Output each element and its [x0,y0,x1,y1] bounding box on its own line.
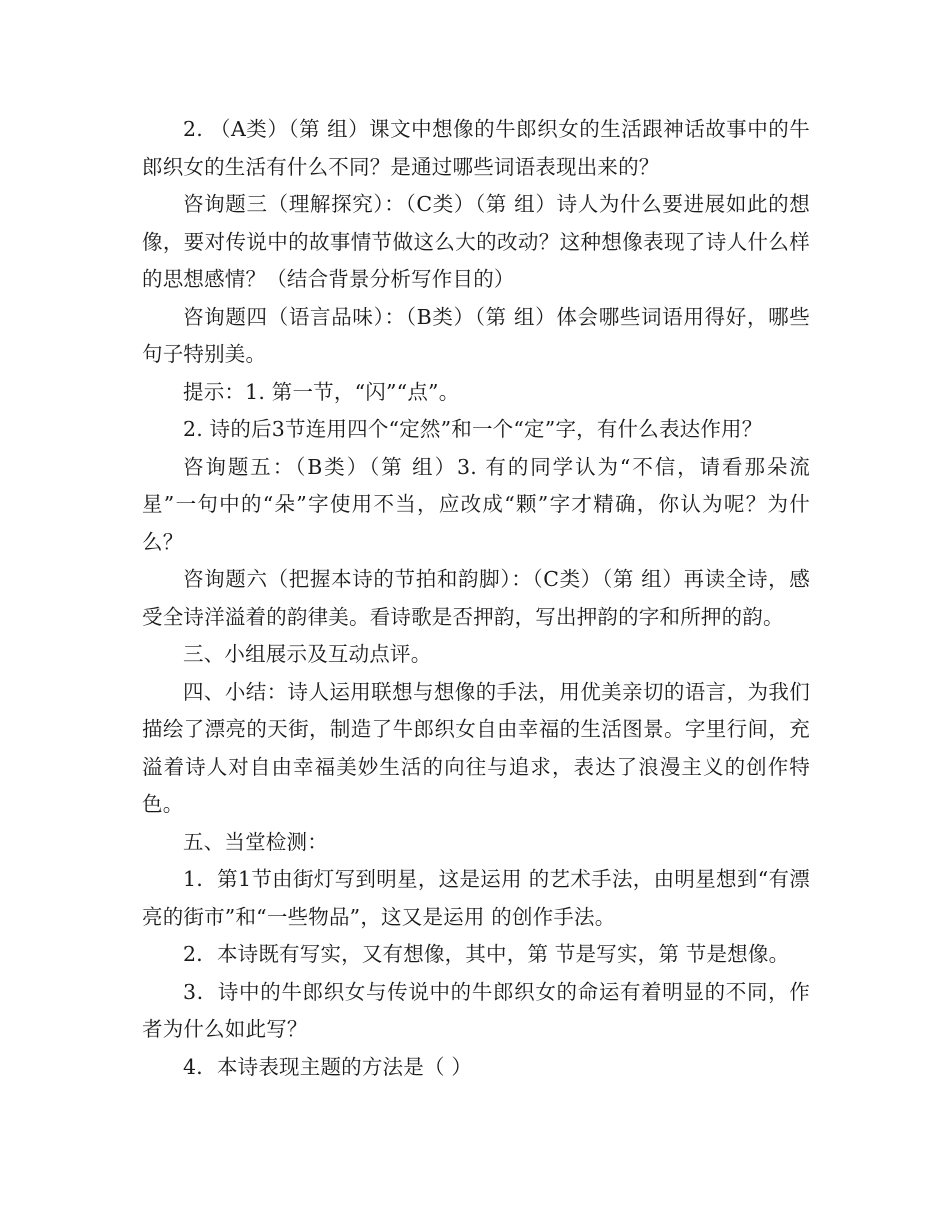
paragraph-test-3: 3．诗中的牛郎织女与传说中的牛郎织女的命运有着明显的不同，作者为什么如此写？ [142,979,810,1041]
paragraph-question-5: 咨询题五：（B类）（第 组）3. 有的同学认为“不信，请看那朵流星”一句中的“朵”字使用不当，应改成“颗”字才精确，你认为呢？为什么？ [142,454,810,554]
paragraph-hint-1: 提示：1. 第一节，“闪”“点”。 [183,379,460,404]
paragraph-section-5-heading: 五、当堂检测： [183,829,328,854]
paragraph-question-2a: 2. （A类）（第 组）课文中想像的牛郎织女的生活跟神话故事中的牛郎织女的生活有什么不同？是通过哪些词语表现出来的？ [142,117,810,179]
paragraph-test-2: 2．本诗既有写实，又有想像，其中，第 节是写实，第 节是想像。 [183,942,790,966]
paragraph-section-3: 三、小组展示及互动点评。 [183,642,432,666]
paragraph-question-4: 咨询题四（语言品味）：（B类）（第 组）体会哪些词语用得好，哪些句子特别美。 [142,304,810,366]
paragraph-test-1: 1．第1节由街灯写到明星，这是运用 的艺术手法，由明星想到“有漂亮的街市”和“一些物品”，这又是运用 的创作手法。 [142,867,810,929]
paragraph-section-4-summary: 四、小结：诗人运用联想与想像的手法，用优美亲切的语言，为我们描绘了漂亮的天街，制造了牛郎织女自由幸福的生活图景。字里行间，充溢着诗人对自由幸福美妙生活的向往与追求，表达了浪漫主义的创作特色。 [142,679,810,816]
paragraph-question-6: 咨询题六（把握本诗的节拍和韵脚）：（C类）（第 组）再读全诗，感受全诗洋溢着的韵律美。看诗歌是否押韵，写出押韵的字和所押的韵。 [142,567,810,629]
paragraph-question-3: 咨询题三（理解探究）：（C类）（第 组）诗人为什么要进展如此的想像，要对传说中的故事情节做这么大的改动？这种想像表现了诗人什么样的思想感情？（结合背景分析写作目的） [142,192,810,291]
document-body [142,111,810,1086]
paragraph-test-4: 4．本诗表现主题的方法是（ ） [183,1054,473,1079]
paragraph-hint-2: 2. 诗的后3节连用四个“定然”和一个“定”字，有什么表达作用？ [183,417,763,441]
